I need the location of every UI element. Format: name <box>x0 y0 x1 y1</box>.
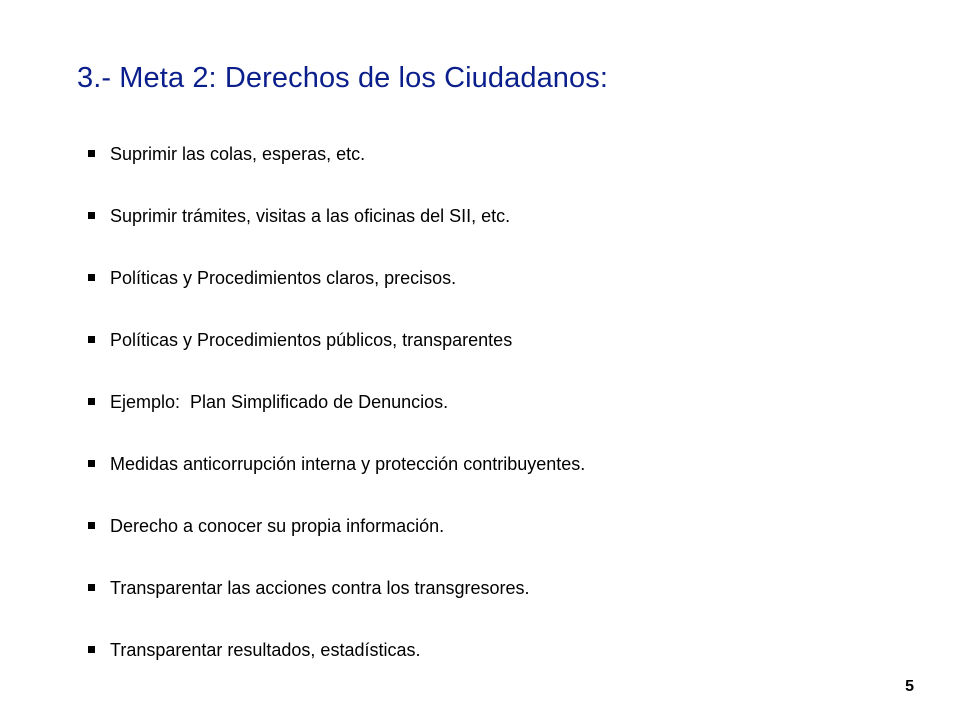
bullet-text: Ejemplo: Plan Simplificado de Denuncios. <box>110 392 449 412</box>
square-bullet-icon <box>88 274 95 281</box>
bullet-text: Transparentar resultados, estadísticas. <box>110 640 421 660</box>
slide-title: 3.- Meta 2: Derechos de los Ciudadanos: <box>77 62 609 94</box>
bullet-text: Transparentar las acciones contra los transgresores. <box>110 578 530 598</box>
bullet-text: Medidas anticorrupción interna y protección contribuyentes. <box>110 454 586 474</box>
square-bullet-icon <box>88 646 95 653</box>
bullet-text: Suprimir las colas, esperas, etc. <box>110 144 366 164</box>
square-bullet-icon <box>88 584 95 591</box>
square-bullet-icon <box>88 398 95 405</box>
bullet-text: Políticas y Procedimientos públicos, transparentes <box>110 330 513 350</box>
square-bullet-icon <box>88 336 95 343</box>
square-bullet-icon <box>88 522 95 529</box>
page-number: 5 <box>905 678 914 695</box>
bullet-text: Derecho a conocer su propia información. <box>110 516 445 536</box>
square-bullet-icon <box>88 150 95 157</box>
bullet-text: Suprimir trámites, visitas a las oficinas del SII, etc. <box>110 206 511 226</box>
square-bullet-icon <box>88 460 95 467</box>
square-bullet-icon <box>88 212 95 219</box>
bullet-text: Políticas y Procedimientos claros, precisos. <box>110 268 457 288</box>
